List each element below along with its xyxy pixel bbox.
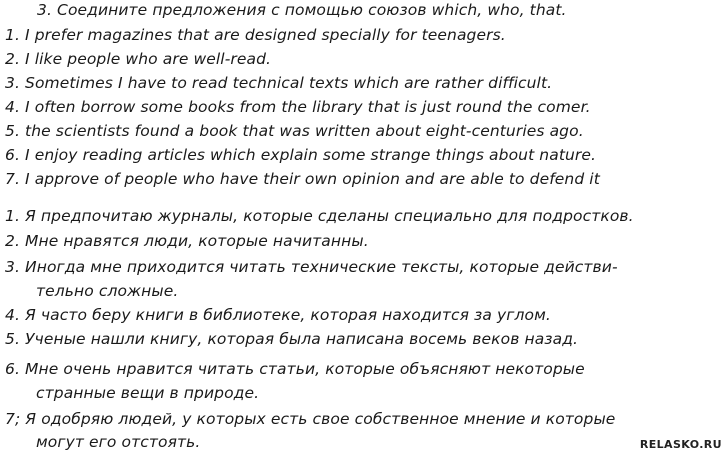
english-sentence-7: 7. I approve of people who have their own opinion and are able to defend it: [5, 170, 600, 188]
english-sentence-1: 1. I prefer magazines that are designed specially for teenagers.: [5, 26, 506, 44]
english-sentence-3: 3. Sometimes I have to read technical texts which are rather difficult.: [5, 74, 553, 92]
russian-translation-6: 6. Мне очень нравится читать статьи, которые объясняют некоторые: [5, 360, 585, 378]
russian-translation-2: 2. Мне нравятся люди, которые начитанны.: [5, 232, 369, 250]
russian-translation-7: 7; Я одобряю людей, у которых есть свое собственное мнение и которые: [5, 410, 616, 428]
russian-translation-3-continued: тельно сложные.: [36, 282, 179, 300]
site-watermark: RELASKO.RU: [639, 438, 722, 451]
russian-translation-4: 4. Я часто беру книги в библиотеке, которая находится за углом.: [5, 306, 551, 324]
task-title: 3. Соедините предложения с помощью союзов which, who, that.: [37, 1, 567, 19]
russian-translation-1: 1. Я предпочитаю журналы, которые сделаны специально для подростков.: [5, 207, 634, 225]
english-sentence-2: 2. I like people who are well-read.: [5, 50, 272, 68]
russian-translation-7-continued: могут его отстоять.: [36, 433, 201, 451]
russian-translation-5: 5. Ученые нашли книгу, которая была написана восемь веков назад.: [5, 330, 579, 348]
russian-translation-3: 3. Иногда мне приходится читать технические тексты, которые действи-: [5, 258, 618, 276]
russian-translation-6-continued: странные вещи в природе.: [36, 384, 260, 402]
english-sentence-6: 6. I enjoy reading articles which explain some strange things about nature.: [5, 146, 597, 164]
english-sentence-4: 4. I often borrow some books from the library that is just round the comer.: [5, 98, 591, 116]
english-sentence-5: 5. the scientists found a book that was written about eight-centuries ago.: [5, 122, 584, 140]
